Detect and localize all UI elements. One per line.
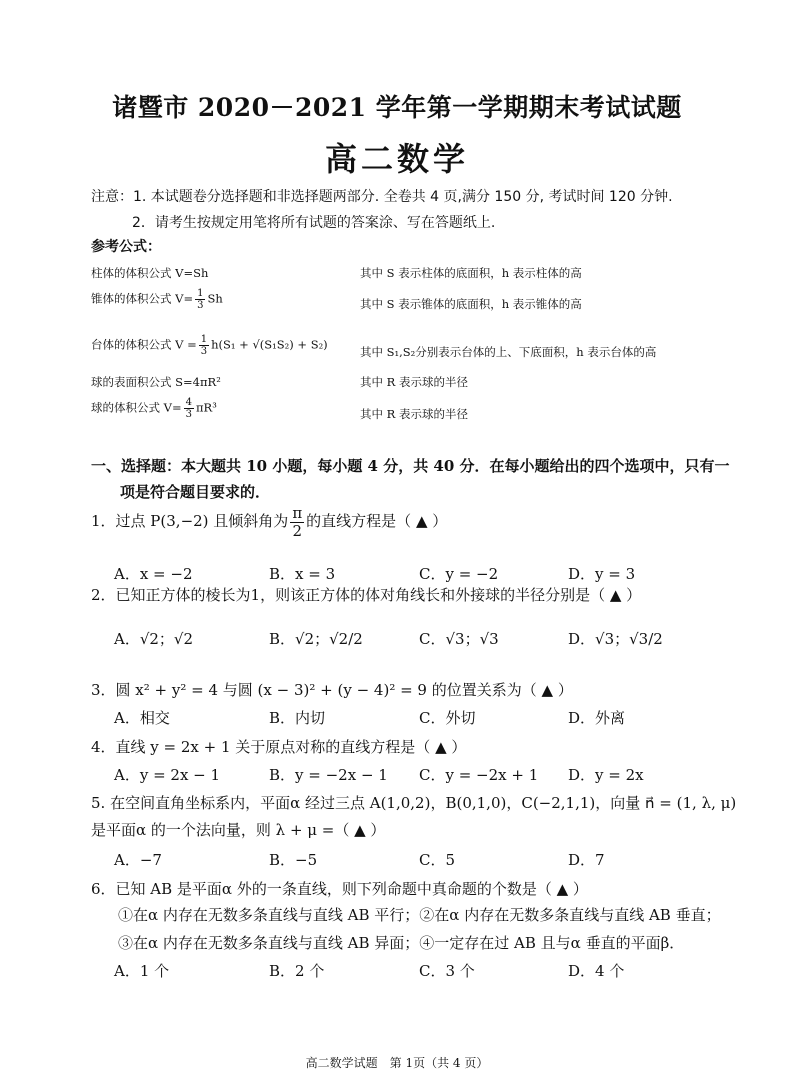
q4-option-b: B．y = −2x − 1	[269, 766, 388, 784]
formula-sphere-area-note: 其中 R 表示球的半径	[360, 375, 468, 389]
fraction: $\frac{1}{3}$	[197, 288, 204, 311]
q3-option-c: C．外切	[419, 709, 476, 727]
fraction: $\frac{4}{3}$	[185, 397, 192, 420]
q3-option-d: D．外离	[568, 709, 626, 727]
q6-option-c: C．3 个	[419, 962, 475, 980]
formula-cone-volume: 锥体的体积公式 V= $\frac{1}{3}$ Sh	[91, 288, 223, 311]
question-5-stem: 5. 在空间直角坐标系内，平面α 经过三点 A(1,0,2)，B(0,1,0)，C(−2,1,1)，向量 n⃗ = (1, λ, μ)	[91, 794, 737, 812]
q5-option-a: A．−7	[114, 851, 162, 869]
formula-sphere-area: 球的表面积公式 S=4πR²	[91, 375, 221, 389]
q4-option-d: D．y = 2x	[568, 766, 644, 784]
q3-option-b: B．内切	[269, 709, 326, 727]
question-6-stem-cont-2: ③在α 内存在无数多条直线与直线 AB 异面；④一定存在过 AB 且与α 垂直的平面β．	[118, 934, 685, 952]
formula-frustum-note: 其中 S₁,S₂分别表示台体的上、下底面积，h 表示台体的高	[360, 345, 657, 359]
q2-option-b: B．√2；√2/2	[269, 630, 363, 648]
q2-option-d: D．√3；√3/2	[568, 630, 663, 648]
q2-option-a: A．√2；√2	[114, 630, 194, 648]
notice-line-1: 注意：1. 本试题卷分选择题和非选择题两部分. 全卷共 4 页,满分 150 分, 考试时间 120 分钟.	[91, 189, 673, 205]
question-4-stem: 4．直线 y = 2x + 1 关于原点对称的直线方程是（ ▲ ）	[91, 738, 467, 756]
notice-line-2: 2．请考生按规定用笔将所有试题的答案涂、写在答题纸上.	[132, 215, 496, 231]
section-heading: 一、选择题：本大题共 10 小题，每小题 4 分，共 40 分．在每小题给出的四个选项中，只有一	[91, 457, 730, 475]
q1-option-a: A．x = −2	[114, 565, 193, 583]
q1-option-b: B．x = 3	[269, 565, 336, 583]
fraction: $\frac{1}{3}$	[200, 334, 208, 357]
q4-option-c: C．y = −2x + 1	[419, 766, 539, 784]
question-6-stem-cont: ①在α 内存在无数多条直线与直线 AB 平行；②在α 内存在无数多条直线与直线 AB 垂直；	[118, 906, 721, 924]
formula-sphere-volume: 球的体积公式 V= $\frac{4}{3}$ πR³	[91, 397, 217, 420]
q1-option-d: D．y = 3	[568, 565, 636, 583]
q5-option-d: D．7	[568, 851, 605, 869]
section-heading-cont: 项是符合题目要求的．	[120, 483, 271, 501]
exam-title: 诸暨市 2020－2021 学年第一学期期末考试试题	[112, 93, 682, 122]
page-footer: 高二数学试题 第 1页（共 4 页）	[305, 1056, 489, 1070]
q5-option-c: C．5	[419, 851, 456, 869]
question-5-stem-cont: 是平面α 的一个法向量，则 λ + μ =（ ▲ ）	[91, 821, 386, 839]
formula-sphere-volume-note: 其中 R 表示球的半径	[360, 407, 468, 421]
fraction: $\frac{\pi}{2}$	[292, 504, 303, 540]
q4-option-a: A．y = 2x − 1	[114, 766, 221, 784]
question-2-stem: 2．已知正方体的棱长为1，则该正方体的体对角线长和外接球的半径分别是（ ▲ ）	[91, 586, 642, 604]
q6-option-d: D．4 个	[568, 962, 625, 980]
q6-option-b: B．2 个	[269, 962, 325, 980]
q1-option-c: C．y = −2	[419, 565, 499, 583]
reference-formulas-label: 参考公式：	[91, 239, 161, 255]
formula-prism-note: 其中 S 表示柱体的底面积，h 表示柱体的高	[360, 266, 582, 280]
q5-option-b: B．−5	[269, 851, 318, 869]
exam-subject: 高二数学	[324, 140, 469, 178]
q2-option-c: C．√3；√3	[419, 630, 499, 648]
q3-option-a: A．相交	[114, 709, 170, 727]
question-6-stem: 6．已知 AB 是平面α 外的一条直线，则下列命题中真命题的个数是（ ▲ ）	[91, 880, 588, 898]
formula-frustum-volume: 台体的体积公式 V = $\frac{1}{3}$ h(S₁ + √(S₁S₂) + S₂)	[91, 334, 328, 357]
formula-cone-note: 其中 S 表示锥体的底面积，h 表示锥体的高	[360, 297, 582, 311]
formula-prism-volume: 柱体的体积公式 V=Sh	[91, 266, 209, 280]
question-3-stem: 3．圆 x² + y² = 4 与圆 (x − 3)² + (y − 4)² = 9 的位置关系为（ ▲ ）	[91, 681, 573, 699]
q6-option-a: A．1 个	[114, 962, 170, 980]
question-1-stem: 1．过点 P(3,−2) 且倾斜角为 $\frac{\pi}{2}$ 的直线方程是（ ▲ ）	[91, 504, 448, 540]
